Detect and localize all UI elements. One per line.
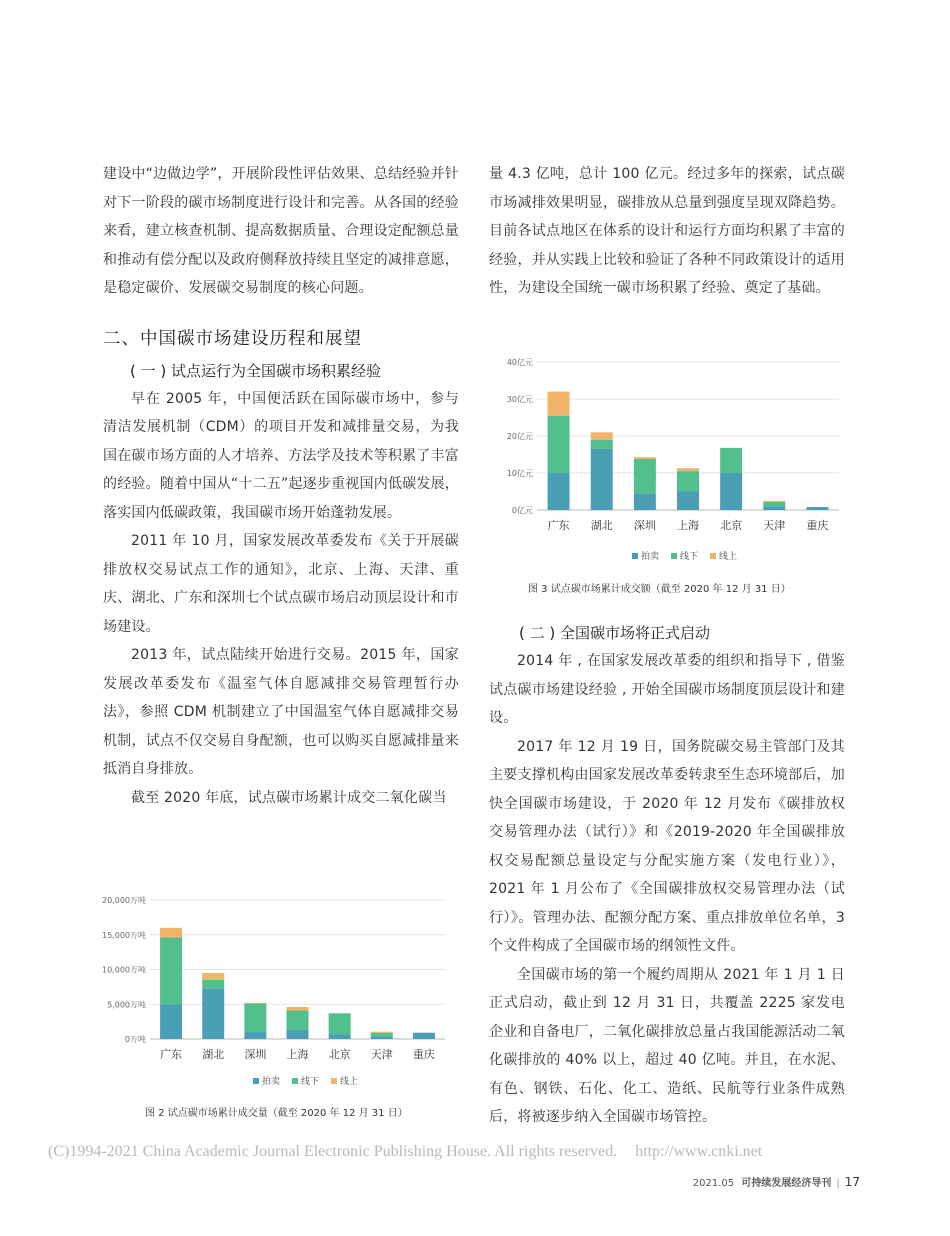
bar-segment bbox=[591, 449, 613, 510]
y-tick-label: 40亿元 bbox=[506, 358, 533, 367]
bar-segment bbox=[548, 416, 570, 473]
legend-label: 线上 bbox=[340, 1077, 359, 1087]
bar-segment bbox=[634, 457, 656, 459]
bar-segment bbox=[677, 471, 699, 491]
y-tick-label: 10,000万吨 bbox=[102, 965, 146, 975]
legend-swatch bbox=[253, 1078, 259, 1084]
bar-segment bbox=[763, 506, 785, 510]
legend-label: 线下 bbox=[680, 552, 699, 562]
bar-segment bbox=[548, 392, 570, 416]
copyright-footer bbox=[48, 1143, 762, 1161]
bar-segment bbox=[371, 1033, 393, 1036]
journal-name: 可持续发展经济导刊 bbox=[741, 1178, 832, 1189]
bar-segment bbox=[720, 473, 742, 510]
bar-segment bbox=[371, 1032, 393, 1033]
cnki-link[interactable]: http://www.cnki.net bbox=[635, 1143, 763, 1160]
x-category-label: 上海 bbox=[286, 1048, 309, 1061]
y-tick-label: 20亿元 bbox=[506, 432, 533, 441]
legend-label: 线上 bbox=[719, 552, 738, 562]
legend-swatch bbox=[671, 553, 677, 559]
bar-segment bbox=[591, 440, 613, 449]
bar-segment bbox=[591, 432, 613, 439]
y-tick-label: 0亿元 bbox=[511, 506, 533, 515]
bar-segment bbox=[677, 468, 699, 471]
figure-2-chart bbox=[100, 888, 460, 1096]
bar-segment bbox=[244, 1032, 266, 1039]
bar-segment bbox=[548, 473, 570, 510]
page-footer: 2021.05 可持续发展经济导刊 | 17 bbox=[692, 1175, 860, 1189]
x-category-label: 天津 bbox=[370, 1048, 393, 1061]
paragraph: 2013 年，试点陆续开始进行交易。2015 年，国家发展改革委发布《温室气体自愿减排交易管理暂行办法》，参照 CDM 机制建立了中国温室气体自愿减排交易机制，试点不仅交易自身配额，也可以购买自愿减排量来抵消自身排放。 bbox=[103, 647, 459, 777]
bar-segment bbox=[329, 1034, 351, 1039]
issue-number: 2021.05 bbox=[692, 1178, 735, 1189]
x-category-label: 重庆 bbox=[806, 519, 829, 532]
bar-segment bbox=[677, 492, 699, 511]
x-category-label: 重庆 bbox=[412, 1048, 435, 1061]
legend-swatch bbox=[292, 1078, 298, 1084]
x-category-label: 深圳 bbox=[244, 1048, 267, 1061]
subsection-heading: ( 一 ) 试点运行为全国碳市场积累经验 bbox=[130, 361, 382, 380]
legend-swatch bbox=[710, 553, 716, 559]
bar-segment bbox=[763, 502, 785, 506]
paragraph: 全国碳市场的第一个履约周期从 2021 年 1 月 1 日正式启动，截止到 12 月 31 日，共覆盖 2225 家发电企业和自备电厂，二氧化碳排放总量占我国能源活动二氧化碳排放的 40% 以上，超过 40 亿吨。并且，在水泥、有色、钢铁、石化、化工、造纸、民航等行业条件成熟后，将被逐步纳入全国碳市场管控。 bbox=[489, 966, 845, 1125]
y-tick-label: 30亿元 bbox=[506, 395, 533, 404]
y-tick-label: 5,000万吨 bbox=[107, 1000, 146, 1010]
legend-swatch bbox=[632, 553, 638, 559]
y-tick-label: 0万吨 bbox=[124, 1035, 146, 1044]
bar-segment bbox=[634, 459, 656, 493]
paragraph: 2017 年 12 月 19 日，国务院碳交易主管部门及其主要支撑机构由国家发展改革委转隶至生态环境部后，加快全国碳市场建设，于 2020 年 12 月发布《碳排放权交易管理办法（试行）》和《2019-2020 年全国碳排放权交易配额总量设定与分配实施方案（发电行业）》，2021 年 1 月公布了《全国碳排放权交易管理办法（试行）》。管理办法、配额分配方案、重点排放单位名单，3 个文件构成了全国碳市场的纲领性文件。 bbox=[489, 738, 845, 954]
bar-segment bbox=[413, 1033, 435, 1039]
page-number: 17 bbox=[844, 1175, 860, 1189]
x-category-label: 北京 bbox=[720, 519, 743, 532]
x-category-label: 北京 bbox=[328, 1048, 351, 1061]
bar-segment bbox=[720, 448, 742, 473]
x-category-label: 天津 bbox=[763, 519, 786, 532]
paragraph: 2014 年 , 在国家发展改革委的组织和指导下 , 借鉴试点碳市场建设经验 , 开始全国碳市场制度顶层设计和建设。 bbox=[489, 653, 845, 726]
figure-2-caption: 图 2 试点碳市场累计成交量（截至 2020 年 12 月 31 日） bbox=[145, 1108, 408, 1119]
paragraph: 量 4.3 亿吨，总计 100 亿元。经过多年的探索，试点碳市场减排效果明显，碳排放从总量到强度呈现双降趋势。目前各试点地区在体系的设计和运行方面均积累了丰富的经验，并从实践上比较和验证了各种不同政策设计的适用性，为建设全国统一碳市场积累了经验、奠定了基础。 bbox=[489, 166, 845, 296]
figure-3-chart bbox=[489, 348, 845, 570]
bar-segment bbox=[287, 1030, 309, 1039]
bar-segment bbox=[160, 1004, 182, 1039]
paragraph: 早在 2005 年，中国便活跃在国际碳市场中，参与清洁发展机制（CDM）的项目开发和减排量交易，为我国在碳市场方面的人才培养、方法学及技术等积累了丰富的经验。随着中国从“十二五”起逐步重视国内低碳发展，落实国内低碳政策，我国碳市场开始蓬勃发展。 bbox=[103, 390, 459, 521]
legend-label: 线下 bbox=[301, 1077, 320, 1087]
paragraph: 截至 2020 年底，试点碳市场累计成交二氧化碳当 bbox=[131, 789, 447, 806]
bar-segment bbox=[244, 1003, 266, 1004]
x-category-label: 广东 bbox=[547, 519, 570, 532]
bar-segment bbox=[287, 1007, 309, 1010]
x-category-label: 上海 bbox=[677, 519, 699, 532]
y-tick-label: 10亿元 bbox=[506, 469, 533, 478]
bar-segment bbox=[287, 1011, 309, 1030]
figure-3-caption: 图 3 试点碳市场累计成交额（截至 2020 年 12 月 31 日） bbox=[528, 584, 791, 595]
right-column-lower bbox=[489, 622, 845, 1132]
legend-label: 拍卖 bbox=[262, 1077, 281, 1087]
y-tick-label: 20,000万吨 bbox=[102, 896, 146, 905]
section-heading: 二、中国碳市场建设历程和展望 bbox=[103, 328, 362, 349]
paragraph: 建设中“边做边学”，开展阶段性评估效果、总结经验并针对下一阶段的碳市场制度进行设计和完善。从各国的经验来看，建立核查机制、提高数据质量、合理设定配额总量和推动有偿分配以及政府侧释放持续且坚定的减排意愿，是稳定碳价、发展碳交易制度的核心问题。 bbox=[103, 166, 459, 296]
bar-segment bbox=[202, 989, 224, 1039]
x-category-label: 广东 bbox=[160, 1048, 183, 1061]
copyright-text: (C)1994-2021 China Academic Journal Electronic Publishing House. All rights reserved. bbox=[48, 1143, 618, 1160]
bar-segment bbox=[202, 980, 224, 989]
right-column bbox=[489, 160, 845, 303]
left-column bbox=[103, 160, 459, 812]
y-tick-label: 15,000万吨 bbox=[102, 930, 146, 940]
bar-segment bbox=[371, 1036, 393, 1039]
x-category-label: 湖北 bbox=[202, 1048, 225, 1061]
legend-label: 拍卖 bbox=[641, 552, 660, 562]
bar-segment bbox=[806, 507, 828, 510]
bar-segment bbox=[202, 973, 224, 980]
bar-segment bbox=[763, 501, 785, 502]
subsection-heading: ( 二 ) 全国碳市场将正式启动 bbox=[519, 624, 711, 642]
paragraph: 2011 年 10 月，国家发展改革委发布《关于开展碳排放权交易试点工作的通知》，北京、上海、天津、重庆、湖北、广东和深圳七个试点碳市场启动顶层设计和市场建设。 bbox=[103, 533, 459, 635]
x-category-label: 湖北 bbox=[590, 519, 613, 532]
bar-segment bbox=[634, 493, 656, 510]
bar-segment bbox=[329, 1013, 351, 1034]
legend-swatch bbox=[331, 1078, 337, 1084]
bar-segment bbox=[160, 928, 182, 938]
x-category-label: 深圳 bbox=[633, 519, 656, 532]
bar-segment bbox=[244, 1004, 266, 1032]
bar-segment bbox=[160, 938, 182, 1005]
